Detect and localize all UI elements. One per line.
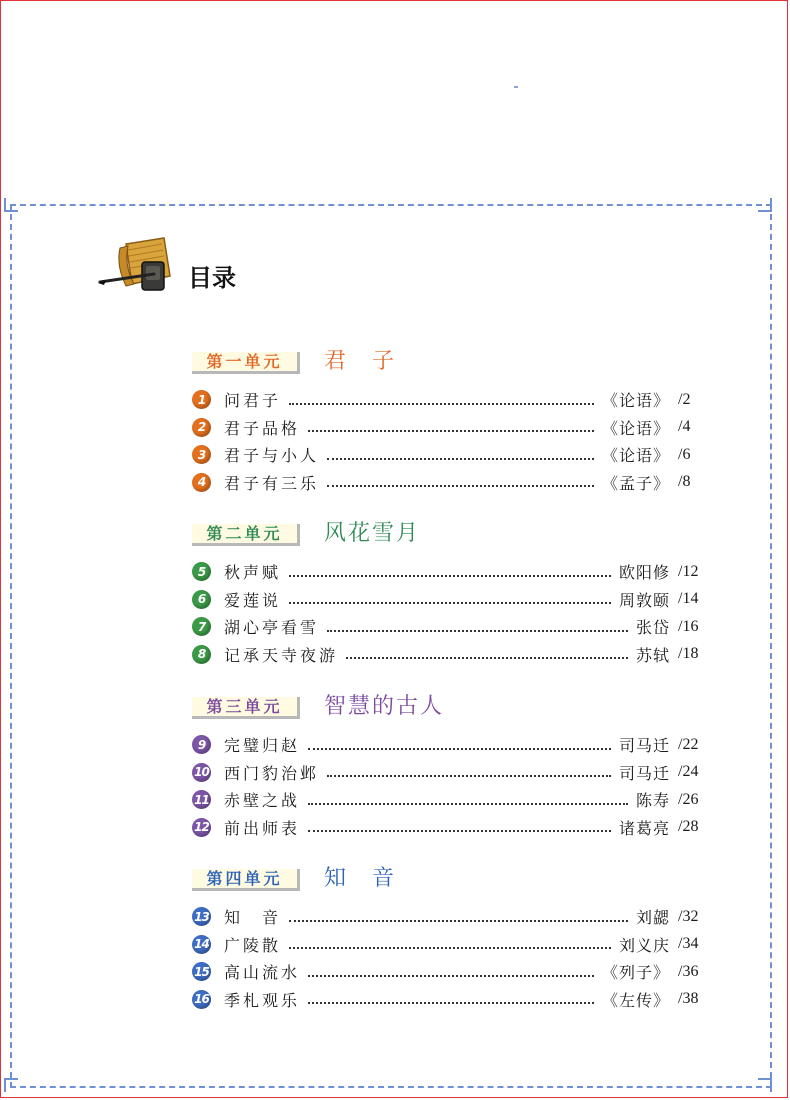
dot-leader xyxy=(327,765,611,777)
lesson-title: 前出师表 xyxy=(224,818,301,838)
lesson-source: 周敦颐 xyxy=(618,590,670,610)
page-number: /14 xyxy=(678,590,699,608)
page-number: /24 xyxy=(678,763,699,781)
unit-title: 君 子 xyxy=(324,349,397,374)
unit-label-badge: 第二单元 xyxy=(192,524,300,546)
page-number: /6 xyxy=(678,445,691,463)
dot-leader xyxy=(308,965,594,977)
lesson-row[interactable] xyxy=(192,903,712,931)
frame-corner-bottom-left xyxy=(4,1078,18,1092)
dot-leader xyxy=(308,793,628,805)
lesson-number-badge: 12 xyxy=(192,818,211,837)
dot-leader xyxy=(289,910,628,922)
lesson-list xyxy=(192,903,712,1013)
page-number: /8 xyxy=(678,473,691,491)
unit-header xyxy=(192,344,712,378)
lesson-number-badge: 4 xyxy=(192,473,211,492)
lesson-title: 湖心亭看雪 xyxy=(224,618,320,638)
lesson-row[interactable] xyxy=(192,759,712,787)
lesson-source: 《论语》 xyxy=(601,446,670,466)
lesson-number-badge: 9 xyxy=(192,735,211,754)
unit-title: 风花雪月 xyxy=(324,521,421,546)
page-number: /26 xyxy=(678,790,699,808)
lesson-number-badge: 2 xyxy=(192,418,211,437)
unit-label-badge: 第四单元 xyxy=(192,869,300,891)
stray-mark xyxy=(514,86,518,88)
lesson-number-badge: 7 xyxy=(192,617,211,636)
lesson-list xyxy=(192,731,712,841)
page-number: /36 xyxy=(678,962,699,980)
page-number: /32 xyxy=(678,907,699,925)
lesson-number-badge: 8 xyxy=(192,645,211,664)
unit-label-badge: 第一单元 xyxy=(192,352,300,374)
unit-header xyxy=(192,861,712,895)
lesson-title: 西门豹治邺 xyxy=(224,763,320,783)
frame-corner-top-right xyxy=(758,198,772,212)
lesson-source: 陈寿 xyxy=(635,791,670,811)
lesson-source: 张岱 xyxy=(635,618,670,638)
lesson-row[interactable] xyxy=(192,558,712,586)
dot-leader xyxy=(289,393,594,405)
lesson-row[interactable] xyxy=(192,731,712,759)
dot-leader xyxy=(289,937,611,949)
lesson-number-badge: 15 xyxy=(192,962,211,981)
lesson-number-badge: 6 xyxy=(192,590,211,609)
lesson-list xyxy=(192,558,712,668)
page-number: /4 xyxy=(678,418,691,436)
lesson-title: 记承天寺夜游 xyxy=(224,645,339,665)
lesson-row[interactable] xyxy=(192,986,712,1014)
lesson-title: 高山流水 xyxy=(224,963,301,983)
lesson-title: 知 音 xyxy=(224,908,282,928)
dot-leader xyxy=(327,475,594,487)
lesson-number-badge: 10 xyxy=(192,763,211,782)
page-number: /34 xyxy=(678,935,699,953)
lesson-source: 刘勰 xyxy=(635,908,670,928)
lesson-number-badge: 16 xyxy=(192,990,211,1009)
unit-section xyxy=(192,516,712,668)
page-number: /2 xyxy=(678,390,691,408)
lesson-row[interactable] xyxy=(192,469,712,497)
lesson-title: 季札观乐 xyxy=(224,990,301,1010)
lesson-source: 刘义庆 xyxy=(618,935,670,955)
lesson-row[interactable] xyxy=(192,613,712,641)
lesson-row[interactable] xyxy=(192,441,712,469)
page-number: /22 xyxy=(678,735,699,753)
dot-leader xyxy=(289,565,611,577)
lesson-number-badge: 11 xyxy=(192,790,211,809)
lesson-source: 《论语》 xyxy=(601,418,670,438)
lesson-number-badge: 5 xyxy=(192,562,211,581)
dot-leader xyxy=(308,420,594,432)
lesson-list xyxy=(192,386,712,496)
lesson-number-badge: 1 xyxy=(192,390,211,409)
lesson-source: 苏轼 xyxy=(635,645,670,665)
lesson-source: 《左传》 xyxy=(601,990,670,1010)
dot-leader xyxy=(308,738,611,750)
page-number: /12 xyxy=(678,562,699,580)
dot-leader xyxy=(308,992,594,1004)
lesson-title: 广陵散 xyxy=(224,935,282,955)
lesson-number-badge: 14 xyxy=(192,935,211,954)
lesson-source: 司马迁 xyxy=(618,763,670,783)
lesson-title: 爱莲说 xyxy=(224,590,282,610)
toc-title: 目录 xyxy=(188,264,236,292)
dot-leader xyxy=(289,592,611,604)
lesson-row[interactable] xyxy=(192,641,712,669)
lesson-title: 问君子 xyxy=(224,391,282,411)
dot-leader xyxy=(327,620,628,632)
lesson-number-badge: 13 xyxy=(192,907,211,926)
lesson-row[interactable] xyxy=(192,414,712,442)
lesson-title: 完璧归赵 xyxy=(224,736,301,756)
unit-title: 智慧的古人 xyxy=(324,694,445,719)
page-number: /16 xyxy=(678,617,699,635)
dot-leader xyxy=(346,647,628,659)
lesson-row[interactable] xyxy=(192,958,712,986)
unit-section xyxy=(192,861,712,1013)
lesson-row[interactable] xyxy=(192,931,712,959)
unit-section xyxy=(192,689,712,841)
dot-leader xyxy=(308,820,611,832)
unit-title: 知 音 xyxy=(324,866,397,891)
lesson-title: 秋声赋 xyxy=(224,563,282,583)
lesson-source: 欧阳修 xyxy=(618,563,670,583)
unit-header xyxy=(192,516,712,550)
lesson-source: 《孟子》 xyxy=(601,473,670,493)
lesson-title: 君子与小人 xyxy=(224,446,320,466)
lesson-number-badge: 3 xyxy=(192,445,211,464)
unit-section xyxy=(192,344,712,496)
lesson-row[interactable] xyxy=(192,586,712,614)
lesson-source: 《列子》 xyxy=(601,963,670,983)
lesson-source: 《论语》 xyxy=(601,391,670,411)
dot-leader xyxy=(327,448,594,460)
lesson-source: 司马迁 xyxy=(618,736,670,756)
page-number: /18 xyxy=(678,645,699,663)
lesson-row[interactable] xyxy=(192,786,712,814)
lesson-title: 君子有三乐 xyxy=(224,473,320,493)
frame-corner-top-left xyxy=(4,198,18,212)
lesson-title: 君子品格 xyxy=(224,418,301,438)
lesson-row[interactable] xyxy=(192,814,712,842)
page-number: /28 xyxy=(678,818,699,836)
unit-header xyxy=(192,689,712,723)
page-number: /38 xyxy=(678,990,699,1008)
lesson-title: 赤壁之战 xyxy=(224,791,301,811)
frame-corner-bottom-right xyxy=(758,1078,772,1092)
scroll-ink-brush-icon xyxy=(98,236,186,300)
unit-label-badge: 第三单元 xyxy=(192,697,300,719)
lesson-row[interactable] xyxy=(192,386,712,414)
lesson-source: 诸葛亮 xyxy=(618,818,670,838)
